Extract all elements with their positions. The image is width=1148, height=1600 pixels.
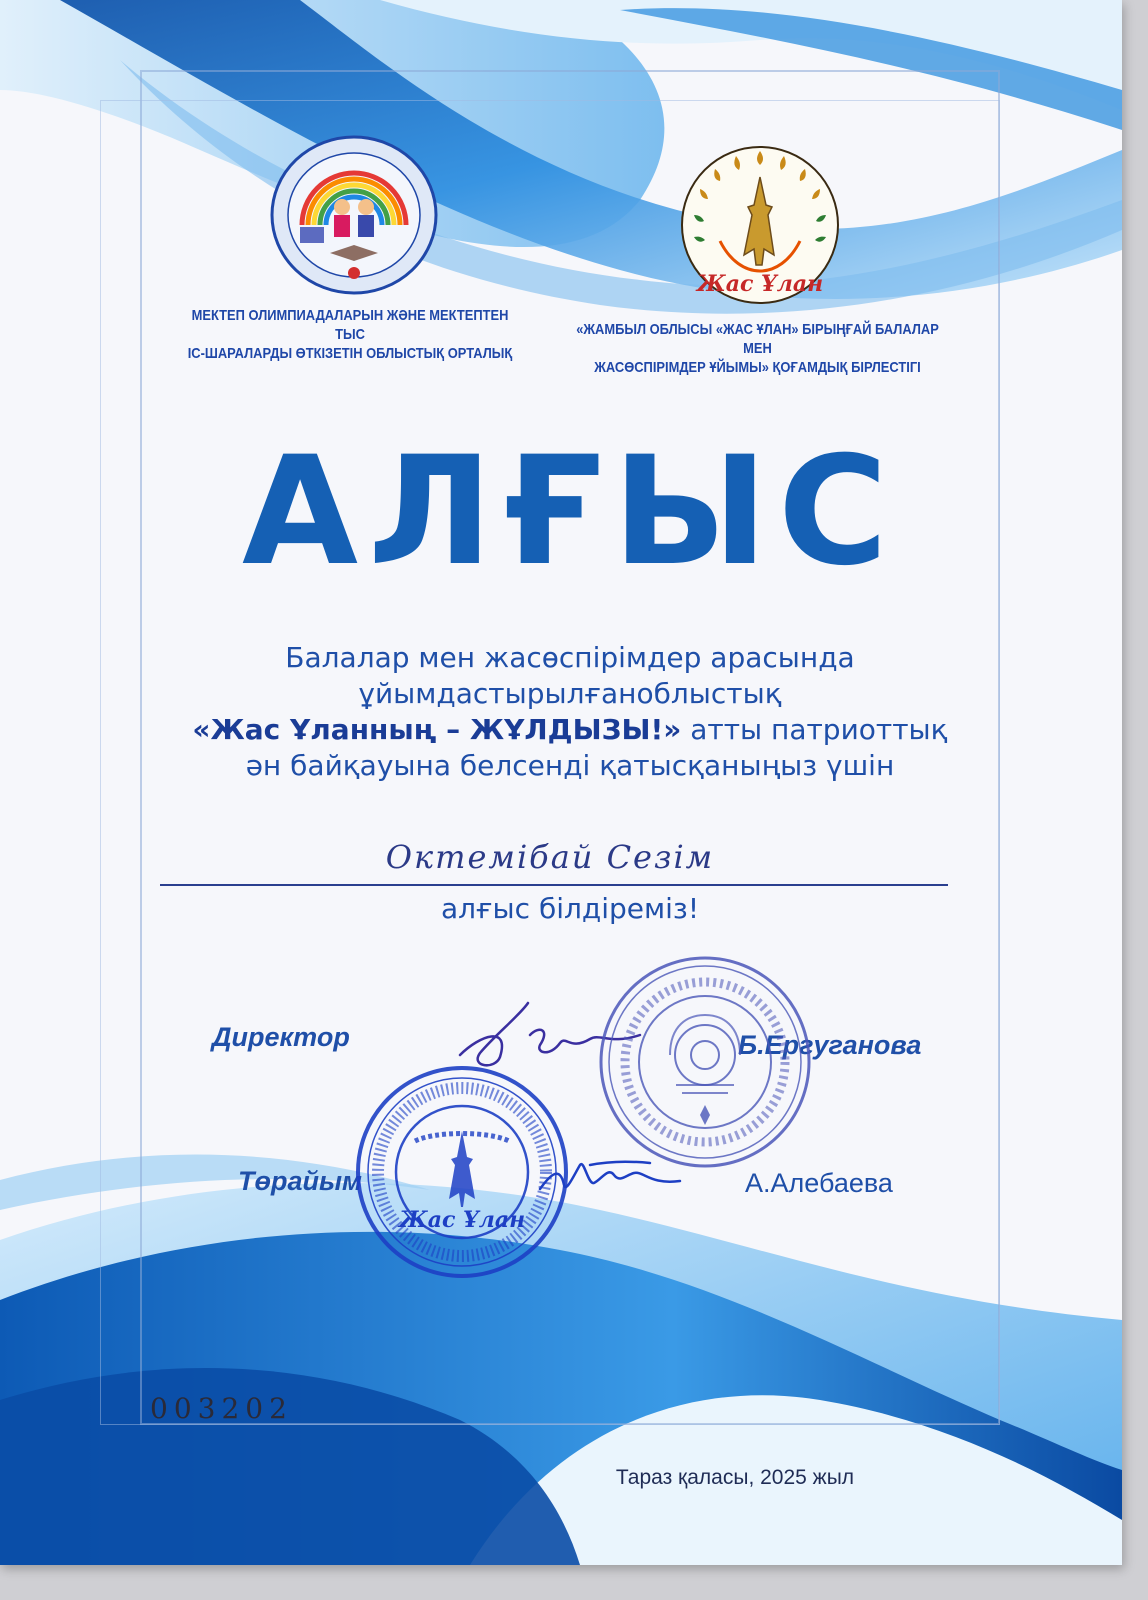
body-line3 bbox=[130, 712, 1010, 748]
director-role: Директор bbox=[212, 1022, 350, 1052]
director-name: Б.Ергуганова bbox=[738, 1030, 922, 1060]
body-line2: ұйымдастырылғаноблыстық bbox=[358, 677, 782, 710]
body-line1: Балалар мен жасөспірімдер арасында bbox=[285, 641, 855, 674]
org-left-name bbox=[187, 306, 514, 363]
contest-name: «Жас Ұланның – ЖҰЛДЫЗЫ!» bbox=[192, 713, 682, 746]
chair-role: Төрайым bbox=[238, 1166, 363, 1196]
serial-number: 003202 bbox=[150, 1392, 293, 1425]
name-underline bbox=[160, 884, 948, 886]
zhas-ulan-logo bbox=[680, 145, 840, 305]
certificate-title: АЛҒЫС bbox=[241, 425, 898, 599]
org-left-line2: ІС-ШАРАЛАРДЫ ӨТКІЗЕТІН ОБЛЫСТЫҚ ОРТАЛЫҚ bbox=[187, 345, 513, 362]
school-center-seal bbox=[598, 955, 813, 1170]
chair-signature bbox=[530, 1145, 690, 1205]
zhas-ulan-logo-text: Жас Ұлан bbox=[696, 271, 824, 297]
thanks-text: алғыс білдіреміз! bbox=[440, 892, 700, 925]
zhas-ulan-seal-text: Жас Ұлан bbox=[398, 1207, 526, 1233]
org-left-line1: МЕКТЕП ОЛИМПИАДАЛАРЫН ЖӘНЕ МЕКТЕПТЕН ТЫС bbox=[191, 307, 509, 343]
body-line3-rest: атты патриоттық bbox=[681, 713, 948, 746]
body-line4: ән байқауына белсенді қатысқаныңыз үшін bbox=[245, 749, 895, 782]
org-right-name bbox=[575, 320, 941, 377]
org-right-line2: ЖАСӨСПІРІМДЕР ҰЙЫМЫ» ҚОҒАМДЫҚ БІРЛЕСТІГІ bbox=[594, 359, 921, 376]
chair-name: А.Алебаева bbox=[745, 1168, 893, 1198]
olympiad-center-logo bbox=[270, 135, 438, 295]
city-year: Тараз қаласы, 2025 жыл bbox=[615, 1466, 855, 1489]
org-right-line1: «ЖАМБЫЛ ОБЛЫСЫ «ЖАС ҰЛАН» БІРЫҢҒАЙ БАЛАЛАР МЕН bbox=[576, 321, 939, 357]
recipient-name: Октемібай Сезім bbox=[385, 838, 715, 876]
certificate-body bbox=[130, 640, 1010, 784]
